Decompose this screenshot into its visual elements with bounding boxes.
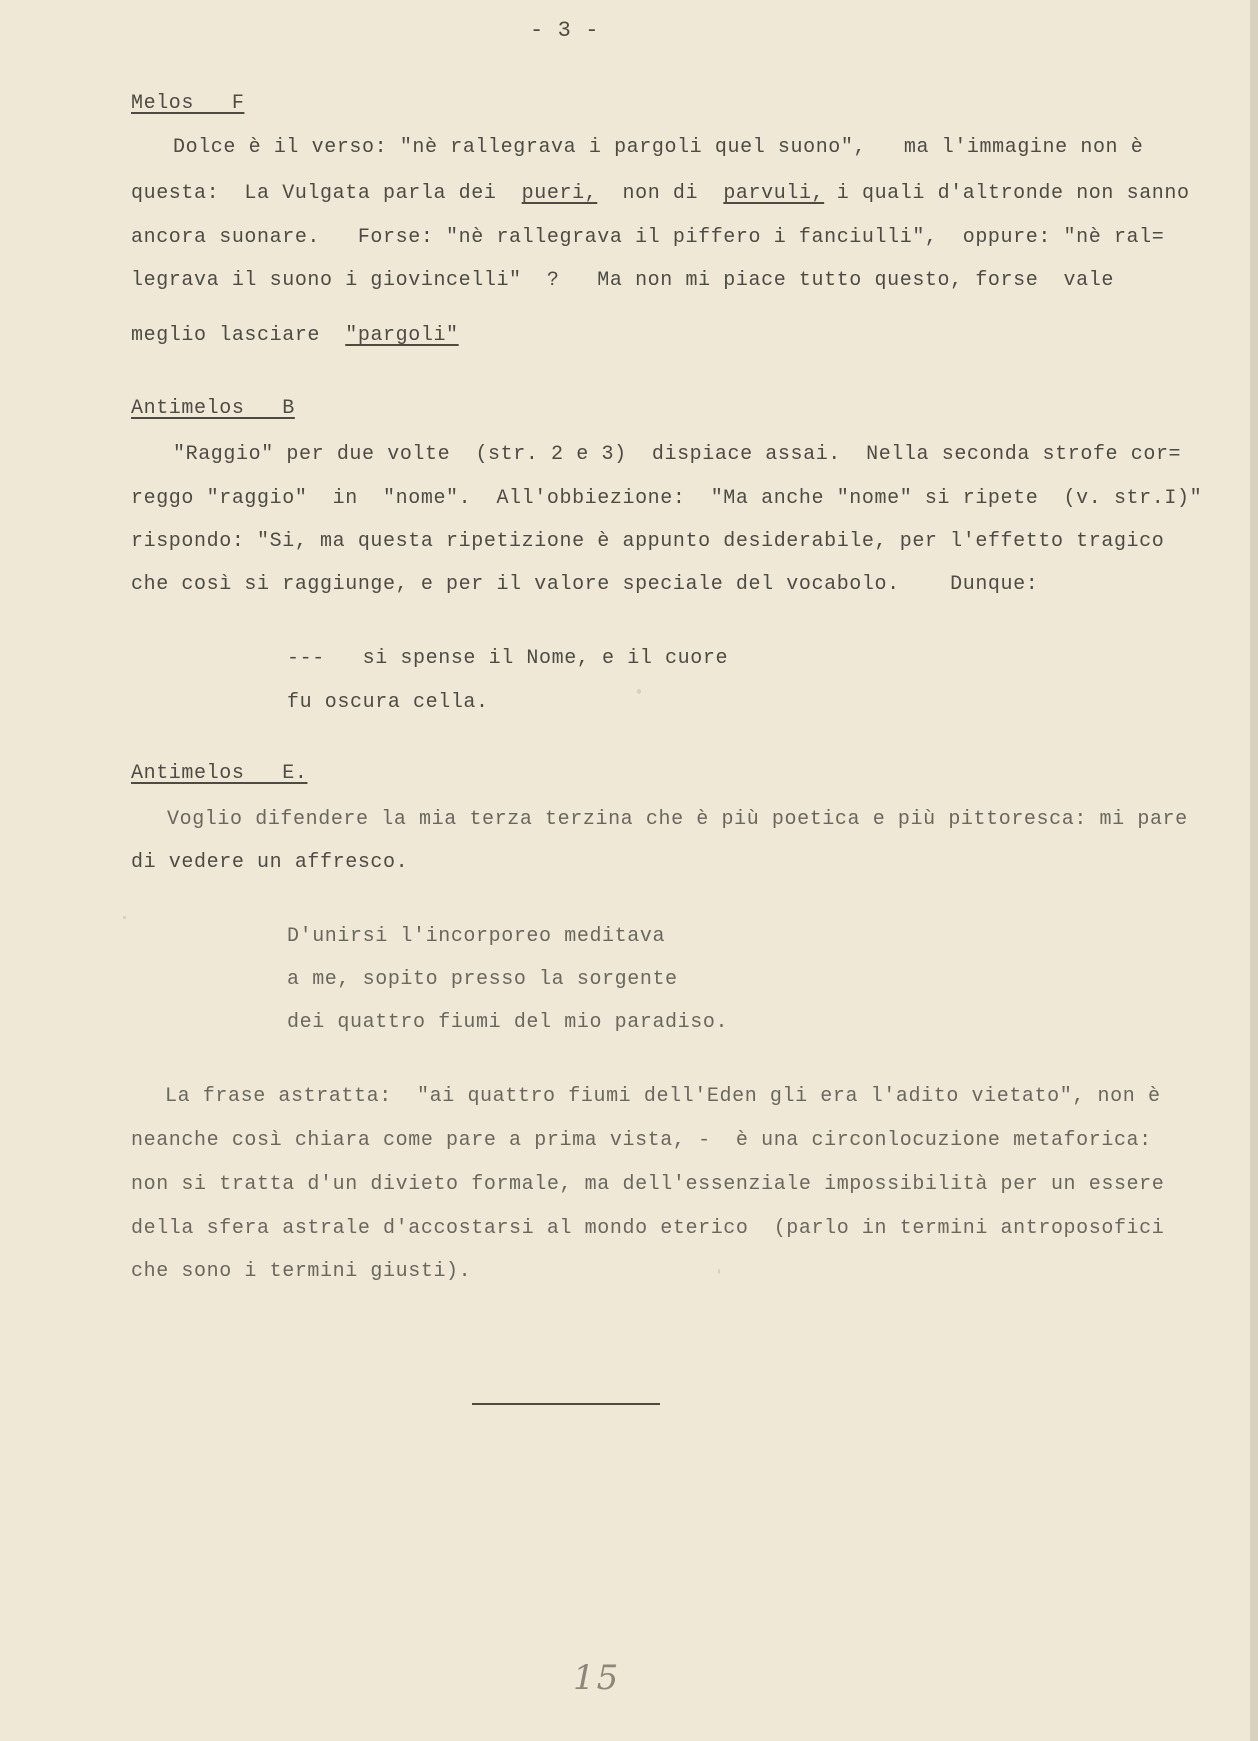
paper-spot (123, 916, 126, 919)
paragraph-line: non si tratta d'un divieto formale, ma dell'essenziale impossibilità per un essere (131, 1173, 1165, 1196)
verse-line: D'unirsi l'incorporeo meditava (287, 925, 666, 948)
paragraph-line: legrava il suono i giovincelli" ? Ma non mi piace tutto questo, forse vale (131, 269, 1114, 292)
section-heading-antimelos-e: Antimelos E. (131, 762, 308, 785)
paragraph-line: della sfera astrale d'accostarsi al mondo eterico (parlo in termini antroposofici (131, 1217, 1165, 1240)
verse-line: dei quattro fiumi del mio paradiso. (287, 1011, 729, 1034)
paper-edge (1250, 0, 1258, 1741)
paragraph-line: che così si raggiunge, e per il valore speciale del vocabolo. Dunque: (131, 573, 1039, 596)
closing-rule (472, 1403, 660, 1405)
page-number: - 3 - (530, 18, 600, 43)
paragraph-line: neanche così chiara come pare a prima vista, - è una circonlocuzione metaforica: (131, 1129, 1152, 1152)
paper-spot (637, 689, 641, 694)
underlined-word: parvuli, (723, 182, 825, 205)
verse-line: a me, sopito presso la sorgente (287, 968, 678, 991)
paragraph-line (131, 324, 459, 347)
verse-line: --- si spense il Nome, e il cuore (287, 647, 729, 670)
underlined-word: "pargoli" (345, 324, 459, 347)
text-fragment: questa: La Vulgata parla dei (131, 182, 522, 205)
verse-line: fu oscura cella. (287, 691, 489, 714)
paragraph-line: "Raggio" per due volte (str. 2 e 3) dispiace assai. Nella seconda strofe cor= (173, 443, 1182, 466)
text-fragment: i quali d'altronde non sanno (824, 182, 1190, 205)
paragraph-line: reggo "raggio" in "nome". All'obbiezione: "Ma anche "nome" si ripete (v. str.I)" (131, 487, 1203, 510)
handwritten-folio-number: 15 (573, 1658, 621, 1698)
paragraph-line: rispondo: "Si, ma questa ripetizione è appunto desiderabile, per l'effetto tragico (131, 530, 1165, 553)
paragraph-line: ancora suonare. Forse: "nè rallegrava il piffero i fanciulli", oppure: "nè ral= (131, 226, 1165, 249)
text-fragment: non di (597, 182, 724, 205)
paper-spot (718, 1269, 720, 1274)
paragraph-line: La frase astratta: "ai quattro fiumi dell'Eden gli era l'adito vietato", non è (165, 1085, 1161, 1108)
section-heading-antimelos-b: Antimelos B (131, 397, 295, 420)
section-heading-melos-f: Melos F (131, 92, 245, 115)
paragraph-line: di vedere un affresco. (131, 851, 409, 874)
paragraph-line: Dolce è il verso: "nè rallegrava i pargoli quel suono", ma l'immagine non è (173, 136, 1144, 159)
underlined-word: pueri, (521, 182, 598, 205)
paragraph-line (131, 182, 1190, 205)
paragraph-line: Voglio difendere la mia terza terzina che è più poetica e più pittoresca: mi pare (167, 808, 1188, 831)
paragraph-line: che sono i termini giusti). (131, 1260, 472, 1283)
text-fragment: meglio lasciare (131, 324, 346, 347)
